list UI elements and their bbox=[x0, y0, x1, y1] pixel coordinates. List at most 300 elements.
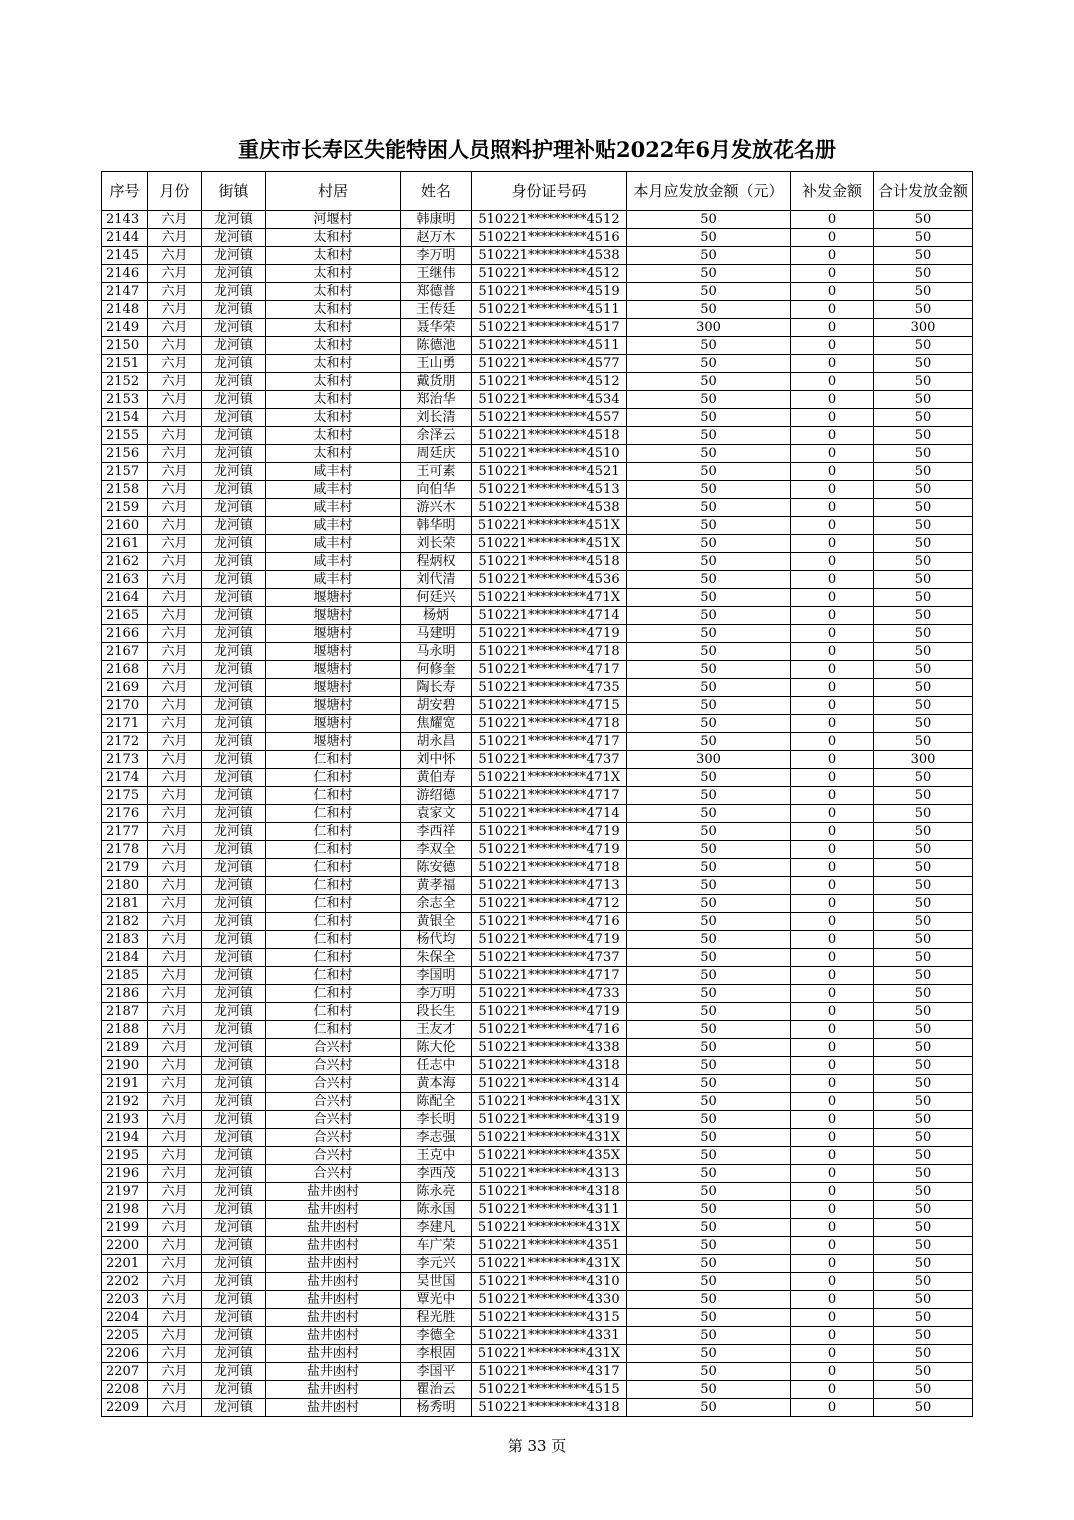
total-amount-cell: 50 bbox=[874, 661, 973, 679]
town-cell: 龙河镇 bbox=[202, 877, 266, 895]
monthly-amount-cell: 50 bbox=[627, 949, 791, 967]
table-row bbox=[102, 715, 973, 733]
id-number-cell: 510221*********4719 bbox=[472, 841, 627, 859]
back-pay-cell: 0 bbox=[791, 1183, 874, 1201]
name-cell: 黄银全 bbox=[401, 913, 472, 931]
table-row bbox=[102, 841, 973, 859]
village-cell: 咸丰村 bbox=[266, 499, 401, 517]
table-row bbox=[102, 787, 973, 805]
index-cell: 2184 bbox=[102, 949, 148, 967]
id-number-cell: 510221*********4717 bbox=[472, 967, 627, 985]
village-cell: 仁和村 bbox=[266, 787, 401, 805]
village-cell: 合兴村 bbox=[266, 1147, 401, 1165]
total-amount-cell: 50 bbox=[874, 1129, 973, 1147]
monthly-amount-cell: 50 bbox=[627, 967, 791, 985]
town-cell: 龙河镇 bbox=[202, 391, 266, 409]
index-cell: 2201 bbox=[102, 1255, 148, 1273]
town-cell: 龙河镇 bbox=[202, 931, 266, 949]
monthly-amount-cell: 50 bbox=[627, 1201, 791, 1219]
monthly-amount-cell: 50 bbox=[627, 1345, 791, 1363]
id-number-cell: 510221*********451X bbox=[472, 535, 627, 553]
village-cell: 盐井凼村 bbox=[266, 1201, 401, 1219]
name-cell: 李万明 bbox=[401, 247, 472, 265]
town-cell: 龙河镇 bbox=[202, 823, 266, 841]
column-header-monthly-amount: 本月应发放金额（元） bbox=[627, 172, 791, 211]
id-number-cell: 510221*********4718 bbox=[472, 643, 627, 661]
name-cell: 杨代均 bbox=[401, 931, 472, 949]
village-cell: 堰塘村 bbox=[266, 589, 401, 607]
monthly-amount-cell: 50 bbox=[627, 1003, 791, 1021]
index-cell: 2181 bbox=[102, 895, 148, 913]
name-cell: 刘长清 bbox=[401, 409, 472, 427]
town-cell: 龙河镇 bbox=[202, 679, 266, 697]
id-number-cell: 510221*********4737 bbox=[472, 751, 627, 769]
village-cell: 太和村 bbox=[266, 427, 401, 445]
table-row bbox=[102, 247, 973, 265]
index-cell: 2190 bbox=[102, 1057, 148, 1075]
town-cell: 龙河镇 bbox=[202, 229, 266, 247]
table-row bbox=[102, 283, 973, 301]
column-header-back-pay: 补发金额 bbox=[791, 172, 874, 211]
document-title: 重庆市长寿区失能特困人员照料护理补贴2022年6月发放花名册 bbox=[237, 137, 837, 162]
monthly-amount-cell: 50 bbox=[627, 229, 791, 247]
total-amount-cell: 50 bbox=[874, 589, 973, 607]
index-cell: 2192 bbox=[102, 1093, 148, 1111]
total-amount-cell: 50 bbox=[874, 1381, 973, 1399]
table-row bbox=[102, 661, 973, 679]
back-pay-cell: 0 bbox=[791, 247, 874, 265]
monthly-amount-cell: 50 bbox=[627, 1039, 791, 1057]
name-cell: 向伯华 bbox=[401, 481, 472, 499]
id-number-cell: 510221*********4577 bbox=[472, 355, 627, 373]
total-amount-cell: 50 bbox=[874, 499, 973, 517]
total-amount-cell: 50 bbox=[874, 841, 973, 859]
index-cell: 2163 bbox=[102, 571, 148, 589]
monthly-amount-cell: 50 bbox=[627, 553, 791, 571]
month-cell: 六月 bbox=[148, 319, 202, 337]
town-cell: 龙河镇 bbox=[202, 463, 266, 481]
back-pay-cell: 0 bbox=[791, 715, 874, 733]
table-row bbox=[102, 481, 973, 499]
village-cell: 盐井凼村 bbox=[266, 1183, 401, 1201]
id-number-cell: 510221*********4735 bbox=[472, 679, 627, 697]
name-cell: 王可素 bbox=[401, 463, 472, 481]
total-amount-cell: 50 bbox=[874, 823, 973, 841]
village-cell: 仁和村 bbox=[266, 1021, 401, 1039]
village-cell: 盐井凼村 bbox=[266, 1327, 401, 1345]
table-row bbox=[102, 985, 973, 1003]
back-pay-cell: 0 bbox=[791, 1273, 874, 1291]
index-cell: 2200 bbox=[102, 1237, 148, 1255]
index-cell: 2176 bbox=[102, 805, 148, 823]
table-row bbox=[102, 463, 973, 481]
village-cell: 合兴村 bbox=[266, 1165, 401, 1183]
month-cell: 六月 bbox=[148, 1201, 202, 1219]
village-cell: 合兴村 bbox=[266, 1057, 401, 1075]
village-cell: 太和村 bbox=[266, 445, 401, 463]
town-cell: 龙河镇 bbox=[202, 949, 266, 967]
town-cell: 龙河镇 bbox=[202, 553, 266, 571]
index-cell: 2182 bbox=[102, 913, 148, 931]
back-pay-cell: 0 bbox=[791, 409, 874, 427]
table-body bbox=[102, 211, 973, 1417]
id-number-cell: 510221*********4338 bbox=[472, 1039, 627, 1057]
monthly-amount-cell: 50 bbox=[627, 499, 791, 517]
monthly-amount-cell: 50 bbox=[627, 481, 791, 499]
name-cell: 余志全 bbox=[401, 895, 472, 913]
name-cell: 陈配全 bbox=[401, 1093, 472, 1111]
table-row bbox=[102, 679, 973, 697]
name-cell: 吴世国 bbox=[401, 1273, 472, 1291]
id-number-cell: 510221*********4717 bbox=[472, 733, 627, 751]
back-pay-cell: 0 bbox=[791, 1021, 874, 1039]
table-row bbox=[102, 1039, 973, 1057]
back-pay-cell: 0 bbox=[791, 1129, 874, 1147]
back-pay-cell: 0 bbox=[791, 1399, 874, 1417]
back-pay-cell: 0 bbox=[791, 283, 874, 301]
monthly-amount-cell: 50 bbox=[627, 283, 791, 301]
index-cell: 2197 bbox=[102, 1183, 148, 1201]
back-pay-cell: 0 bbox=[791, 571, 874, 589]
id-number-cell: 510221*********4719 bbox=[472, 1003, 627, 1021]
back-pay-cell: 0 bbox=[791, 643, 874, 661]
id-number-cell: 510221*********4512 bbox=[472, 373, 627, 391]
name-cell: 李元兴 bbox=[401, 1255, 472, 1273]
month-cell: 六月 bbox=[148, 841, 202, 859]
name-cell: 陈永亮 bbox=[401, 1183, 472, 1201]
total-amount-cell: 50 bbox=[874, 1201, 973, 1219]
monthly-amount-cell: 50 bbox=[627, 661, 791, 679]
town-cell: 龙河镇 bbox=[202, 1345, 266, 1363]
back-pay-cell: 0 bbox=[791, 1057, 874, 1075]
month-cell: 六月 bbox=[148, 1381, 202, 1399]
table-row bbox=[102, 913, 973, 931]
index-cell: 2164 bbox=[102, 589, 148, 607]
monthly-amount-cell: 50 bbox=[627, 877, 791, 895]
index-cell: 2159 bbox=[102, 499, 148, 517]
village-cell: 咸丰村 bbox=[266, 553, 401, 571]
table-row bbox=[102, 1219, 973, 1237]
month-cell: 六月 bbox=[148, 337, 202, 355]
total-amount-cell: 50 bbox=[874, 877, 973, 895]
id-number-cell: 510221*********431X bbox=[472, 1129, 627, 1147]
index-cell: 2206 bbox=[102, 1345, 148, 1363]
name-cell: 车广荣 bbox=[401, 1237, 472, 1255]
total-amount-cell: 50 bbox=[874, 679, 973, 697]
total-amount-cell: 50 bbox=[874, 1057, 973, 1075]
name-cell: 王克中 bbox=[401, 1147, 472, 1165]
id-number-cell: 510221*********4519 bbox=[472, 283, 627, 301]
village-cell: 盐井凼村 bbox=[266, 1237, 401, 1255]
month-cell: 六月 bbox=[148, 1291, 202, 1309]
monthly-amount-cell: 50 bbox=[627, 805, 791, 823]
name-cell: 马建明 bbox=[401, 625, 472, 643]
name-cell: 程光胜 bbox=[401, 1309, 472, 1327]
town-cell: 龙河镇 bbox=[202, 1129, 266, 1147]
name-cell: 李西茂 bbox=[401, 1165, 472, 1183]
village-cell: 盐井凼村 bbox=[266, 1381, 401, 1399]
month-cell: 六月 bbox=[148, 877, 202, 895]
month-cell: 六月 bbox=[148, 985, 202, 1003]
table-row bbox=[102, 859, 973, 877]
table-row bbox=[102, 1111, 973, 1129]
name-cell: 刘代清 bbox=[401, 571, 472, 589]
town-cell: 龙河镇 bbox=[202, 499, 266, 517]
monthly-amount-cell: 50 bbox=[627, 1183, 791, 1201]
index-cell: 2143 bbox=[102, 211, 148, 229]
table-row bbox=[102, 1255, 973, 1273]
month-cell: 六月 bbox=[148, 787, 202, 805]
town-cell: 龙河镇 bbox=[202, 1201, 266, 1219]
village-cell: 合兴村 bbox=[266, 1093, 401, 1111]
month-cell: 六月 bbox=[148, 1021, 202, 1039]
month-cell: 六月 bbox=[148, 571, 202, 589]
table-row bbox=[102, 391, 973, 409]
total-amount-cell: 50 bbox=[874, 1093, 973, 1111]
month-cell: 六月 bbox=[148, 1273, 202, 1291]
monthly-amount-cell: 50 bbox=[627, 913, 791, 931]
total-amount-cell: 50 bbox=[874, 229, 973, 247]
month-cell: 六月 bbox=[148, 1003, 202, 1021]
month-cell: 六月 bbox=[148, 1237, 202, 1255]
id-number-cell: 510221*********4538 bbox=[472, 499, 627, 517]
index-cell: 2173 bbox=[102, 751, 148, 769]
total-amount-cell: 50 bbox=[874, 1039, 973, 1057]
month-cell: 六月 bbox=[148, 445, 202, 463]
back-pay-cell: 0 bbox=[791, 697, 874, 715]
back-pay-cell: 0 bbox=[791, 553, 874, 571]
village-cell: 太和村 bbox=[266, 319, 401, 337]
table-row bbox=[102, 751, 973, 769]
monthly-amount-cell: 50 bbox=[627, 607, 791, 625]
back-pay-cell: 0 bbox=[791, 949, 874, 967]
total-amount-cell: 50 bbox=[874, 643, 973, 661]
back-pay-cell: 0 bbox=[791, 445, 874, 463]
town-cell: 龙河镇 bbox=[202, 751, 266, 769]
total-amount-cell: 50 bbox=[874, 355, 973, 373]
back-pay-cell: 0 bbox=[791, 661, 874, 679]
town-cell: 龙河镇 bbox=[202, 1273, 266, 1291]
month-cell: 六月 bbox=[148, 589, 202, 607]
id-number-cell: 510221*********4538 bbox=[472, 247, 627, 265]
village-cell: 仁和村 bbox=[266, 823, 401, 841]
total-amount-cell: 50 bbox=[874, 283, 973, 301]
name-cell: 袁家文 bbox=[401, 805, 472, 823]
total-amount-cell: 50 bbox=[874, 859, 973, 877]
id-number-cell: 510221*********431X bbox=[472, 1345, 627, 1363]
index-cell: 2179 bbox=[102, 859, 148, 877]
total-amount-cell: 50 bbox=[874, 517, 973, 535]
monthly-amount-cell: 50 bbox=[627, 823, 791, 841]
table-row bbox=[102, 1183, 973, 1201]
village-cell: 太和村 bbox=[266, 247, 401, 265]
monthly-amount-cell: 50 bbox=[627, 841, 791, 859]
index-cell: 2154 bbox=[102, 409, 148, 427]
index-cell: 2152 bbox=[102, 373, 148, 391]
name-cell: 王友才 bbox=[401, 1021, 472, 1039]
town-cell: 龙河镇 bbox=[202, 1039, 266, 1057]
table-row bbox=[102, 1381, 973, 1399]
village-cell: 咸丰村 bbox=[266, 481, 401, 499]
month-cell: 六月 bbox=[148, 1183, 202, 1201]
name-cell: 李国平 bbox=[401, 1363, 472, 1381]
monthly-amount-cell: 50 bbox=[627, 301, 791, 319]
back-pay-cell: 0 bbox=[791, 1201, 874, 1219]
total-amount-cell: 50 bbox=[874, 1183, 973, 1201]
name-cell: 李西祥 bbox=[401, 823, 472, 841]
index-cell: 2155 bbox=[102, 427, 148, 445]
month-cell: 六月 bbox=[148, 895, 202, 913]
id-number-cell: 510221*********4311 bbox=[472, 1201, 627, 1219]
total-amount-cell: 50 bbox=[874, 697, 973, 715]
id-number-cell: 510221*********4557 bbox=[472, 409, 627, 427]
name-cell: 戴货朋 bbox=[401, 373, 472, 391]
month-cell: 六月 bbox=[148, 1147, 202, 1165]
town-cell: 龙河镇 bbox=[202, 1093, 266, 1111]
table-row bbox=[102, 625, 973, 643]
back-pay-cell: 0 bbox=[791, 373, 874, 391]
id-number-cell: 510221*********4518 bbox=[472, 427, 627, 445]
id-number-cell: 510221*********4513 bbox=[472, 481, 627, 499]
back-pay-cell: 0 bbox=[791, 1165, 874, 1183]
back-pay-cell: 0 bbox=[791, 1237, 874, 1255]
back-pay-cell: 0 bbox=[791, 1309, 874, 1327]
total-amount-cell: 50 bbox=[874, 211, 973, 229]
monthly-amount-cell: 50 bbox=[627, 1075, 791, 1093]
month-cell: 六月 bbox=[148, 1327, 202, 1345]
village-cell: 盐井凼村 bbox=[266, 1273, 401, 1291]
month-cell: 六月 bbox=[148, 373, 202, 391]
monthly-amount-cell: 50 bbox=[627, 787, 791, 805]
id-number-cell: 510221*********4511 bbox=[472, 337, 627, 355]
roster-table bbox=[101, 171, 973, 1417]
monthly-amount-cell: 50 bbox=[627, 589, 791, 607]
village-cell: 盐井凼村 bbox=[266, 1309, 401, 1327]
index-cell: 2175 bbox=[102, 787, 148, 805]
index-cell: 2196 bbox=[102, 1165, 148, 1183]
village-cell: 太和村 bbox=[266, 391, 401, 409]
town-cell: 龙河镇 bbox=[202, 733, 266, 751]
name-cell: 胡永昌 bbox=[401, 733, 472, 751]
table-row bbox=[102, 553, 973, 571]
name-cell: 陶长寿 bbox=[401, 679, 472, 697]
month-cell: 六月 bbox=[148, 823, 202, 841]
monthly-amount-cell: 50 bbox=[627, 427, 791, 445]
village-cell: 堰塘村 bbox=[266, 643, 401, 661]
id-number-cell: 510221*********431X bbox=[472, 1255, 627, 1273]
monthly-amount-cell: 50 bbox=[627, 733, 791, 751]
table-row bbox=[102, 1075, 973, 1093]
town-cell: 龙河镇 bbox=[202, 1327, 266, 1345]
village-cell: 仁和村 bbox=[266, 769, 401, 787]
month-cell: 六月 bbox=[148, 301, 202, 319]
village-cell: 盐井凼村 bbox=[266, 1345, 401, 1363]
total-amount-cell: 50 bbox=[874, 1111, 973, 1129]
id-number-cell: 510221*********4313 bbox=[472, 1165, 627, 1183]
town-cell: 龙河镇 bbox=[202, 1399, 266, 1417]
back-pay-cell: 0 bbox=[791, 1147, 874, 1165]
index-cell: 2166 bbox=[102, 625, 148, 643]
name-cell: 黄孝福 bbox=[401, 877, 472, 895]
table-row bbox=[102, 1237, 973, 1255]
monthly-amount-cell: 50 bbox=[627, 895, 791, 913]
table-row bbox=[102, 427, 973, 445]
id-number-cell: 510221*********4717 bbox=[472, 787, 627, 805]
town-cell: 龙河镇 bbox=[202, 985, 266, 1003]
table-row bbox=[102, 697, 973, 715]
table-row bbox=[102, 643, 973, 661]
monthly-amount-cell: 50 bbox=[627, 1093, 791, 1111]
table-row bbox=[102, 319, 973, 337]
table-row bbox=[102, 409, 973, 427]
monthly-amount-cell: 50 bbox=[627, 211, 791, 229]
id-number-cell: 510221*********4317 bbox=[472, 1363, 627, 1381]
town-cell: 龙河镇 bbox=[202, 301, 266, 319]
name-cell: 杨秀明 bbox=[401, 1399, 472, 1417]
town-cell: 龙河镇 bbox=[202, 1165, 266, 1183]
id-number-cell: 510221*********471X bbox=[472, 589, 627, 607]
monthly-amount-cell: 50 bbox=[627, 1255, 791, 1273]
index-cell: 2178 bbox=[102, 841, 148, 859]
town-cell: 龙河镇 bbox=[202, 1147, 266, 1165]
back-pay-cell: 0 bbox=[791, 1111, 874, 1129]
month-cell: 六月 bbox=[148, 427, 202, 445]
village-cell: 合兴村 bbox=[266, 1129, 401, 1147]
town-cell: 龙河镇 bbox=[202, 859, 266, 877]
index-cell: 2183 bbox=[102, 931, 148, 949]
table-row bbox=[102, 1327, 973, 1345]
village-cell: 合兴村 bbox=[266, 1039, 401, 1057]
table-row bbox=[102, 733, 973, 751]
village-cell: 合兴村 bbox=[266, 1111, 401, 1129]
back-pay-cell: 0 bbox=[791, 859, 874, 877]
town-cell: 龙河镇 bbox=[202, 1075, 266, 1093]
village-cell: 盐井凼村 bbox=[266, 1219, 401, 1237]
monthly-amount-cell: 50 bbox=[627, 859, 791, 877]
id-number-cell: 510221*********4515 bbox=[472, 1381, 627, 1399]
monthly-amount-cell: 50 bbox=[627, 1147, 791, 1165]
index-cell: 2174 bbox=[102, 769, 148, 787]
index-cell: 2148 bbox=[102, 301, 148, 319]
name-cell: 马永明 bbox=[401, 643, 472, 661]
back-pay-cell: 0 bbox=[791, 733, 874, 751]
id-number-cell: 510221*********4318 bbox=[472, 1057, 627, 1075]
back-pay-cell: 0 bbox=[791, 481, 874, 499]
back-pay-cell: 0 bbox=[791, 319, 874, 337]
month-cell: 六月 bbox=[148, 1165, 202, 1183]
village-cell: 堰塘村 bbox=[266, 733, 401, 751]
name-cell: 段长生 bbox=[401, 1003, 472, 1021]
index-cell: 2172 bbox=[102, 733, 148, 751]
village-cell: 堰塘村 bbox=[266, 625, 401, 643]
back-pay-cell: 0 bbox=[791, 751, 874, 769]
total-amount-cell: 50 bbox=[874, 1399, 973, 1417]
total-amount-cell: 50 bbox=[874, 445, 973, 463]
month-cell: 六月 bbox=[148, 1093, 202, 1111]
table-row bbox=[102, 499, 973, 517]
village-cell: 咸丰村 bbox=[266, 517, 401, 535]
month-cell: 六月 bbox=[148, 229, 202, 247]
back-pay-cell: 0 bbox=[791, 1039, 874, 1057]
month-cell: 六月 bbox=[148, 607, 202, 625]
total-amount-cell: 50 bbox=[874, 913, 973, 931]
town-cell: 龙河镇 bbox=[202, 661, 266, 679]
town-cell: 龙河镇 bbox=[202, 895, 266, 913]
monthly-amount-cell: 50 bbox=[627, 265, 791, 283]
back-pay-cell: 0 bbox=[791, 463, 874, 481]
index-cell: 2171 bbox=[102, 715, 148, 733]
index-cell: 2198 bbox=[102, 1201, 148, 1219]
